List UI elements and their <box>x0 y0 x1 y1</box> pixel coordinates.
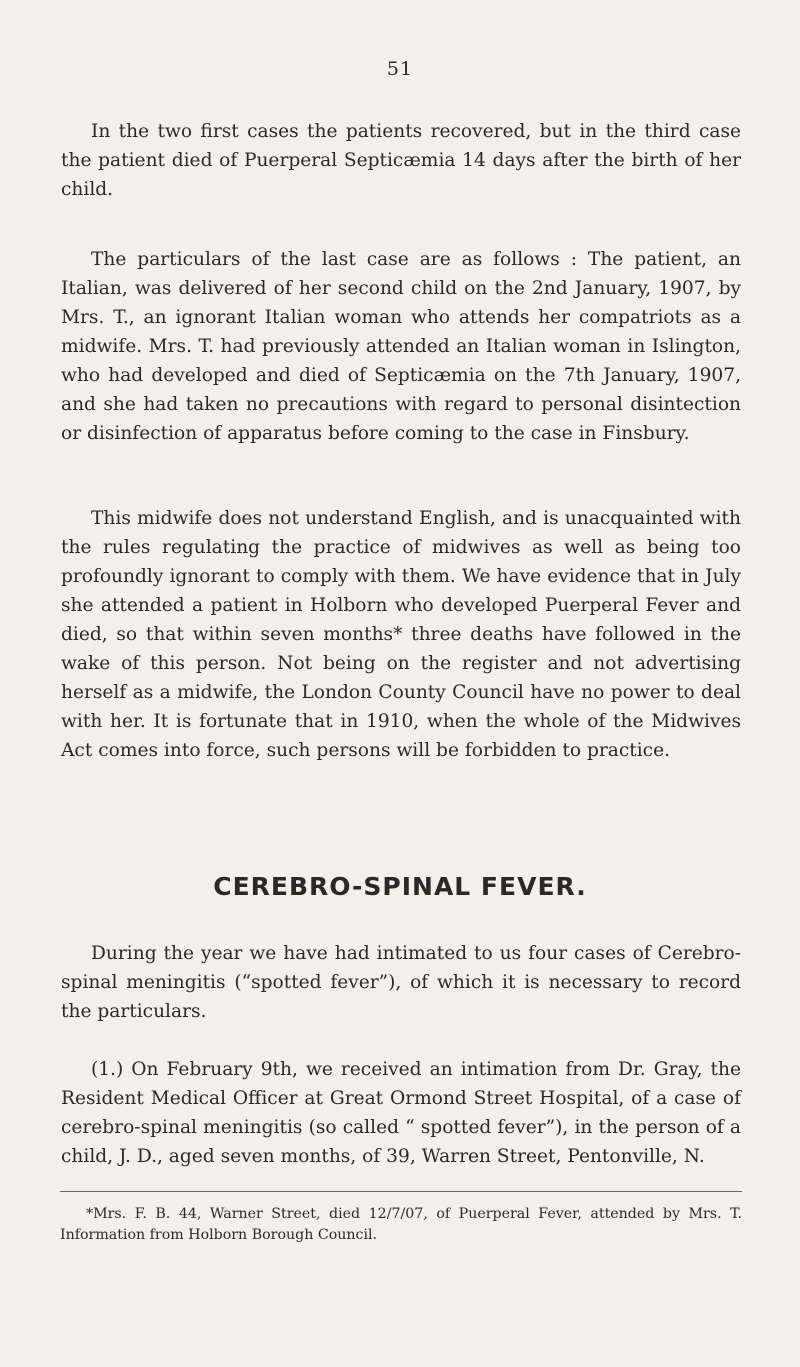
paragraph-case-one: (1.) On February 9th, we received an intimation from Dr. Gray, the Resident Medical Officer at Great Ormond Street Hospital, of a case of cerebro-spinal meningitis (so called “ spotted fever”), in the person of a child, J. D., aged seven months, of 39, Warren Street, Pentonville, N. <box>61 1059 741 1167</box>
paragraph-third-case-outcome: In the two first cases the patients recovered, but in the third case the patient died of Puerperal Septicæmia 14 days after the birth of her child. <box>61 121 741 200</box>
footnote-divider <box>60 1191 742 1192</box>
page-number: 51 <box>386 58 414 80</box>
section-heading: CEREBRO-SPINAL FEVER. <box>213 872 587 901</box>
paragraph-last-case-particulars: The particulars of the last case are as follows : The patient, an Italian, was delivered of her second child on the 2nd January, 1907, by Mrs. T., an ignorant Italian woman who attends her compatriots as a midwife. Mrs. T. had previously attended an Italian woman in Islington, who had developed and died of Septicæmia on the 7th January, 1907, and she had taken no precautions with regard to personal disintection or disinfection of apparatus before coming to the case in Finsbury. <box>61 249 741 444</box>
footnote: *Mrs. F. B. 44, Warner Street, died 12/7/07, of Puerperal Fever, attended by Mrs. T. Information from Holborn Borough Council. <box>60 1206 742 1243</box>
paragraph-cases-intimated: During the year we have had intimated to us four cases of Cerebro-spinal meningitis (“spotted fever”), of which it is necessary to record the particulars. <box>61 943 741 1022</box>
paragraph-midwife-conduct: This midwife does not understand English, and is unacquainted with the rules regulating the practice of midwives as well as being too profoundly ignorant to comply with them. We have evidence that in July she attended a patient in Holborn who developed Puerperal Fever and died, so that within seven months* three deaths have followed in the wake of this person. Not being on the register and not advertising herself as a midwife, the London County Council have no power to deal with her. It is fortunate that in 1910, when the whole of the Midwives Act comes into force, such persons will be forbidden to practice. <box>61 508 741 761</box>
